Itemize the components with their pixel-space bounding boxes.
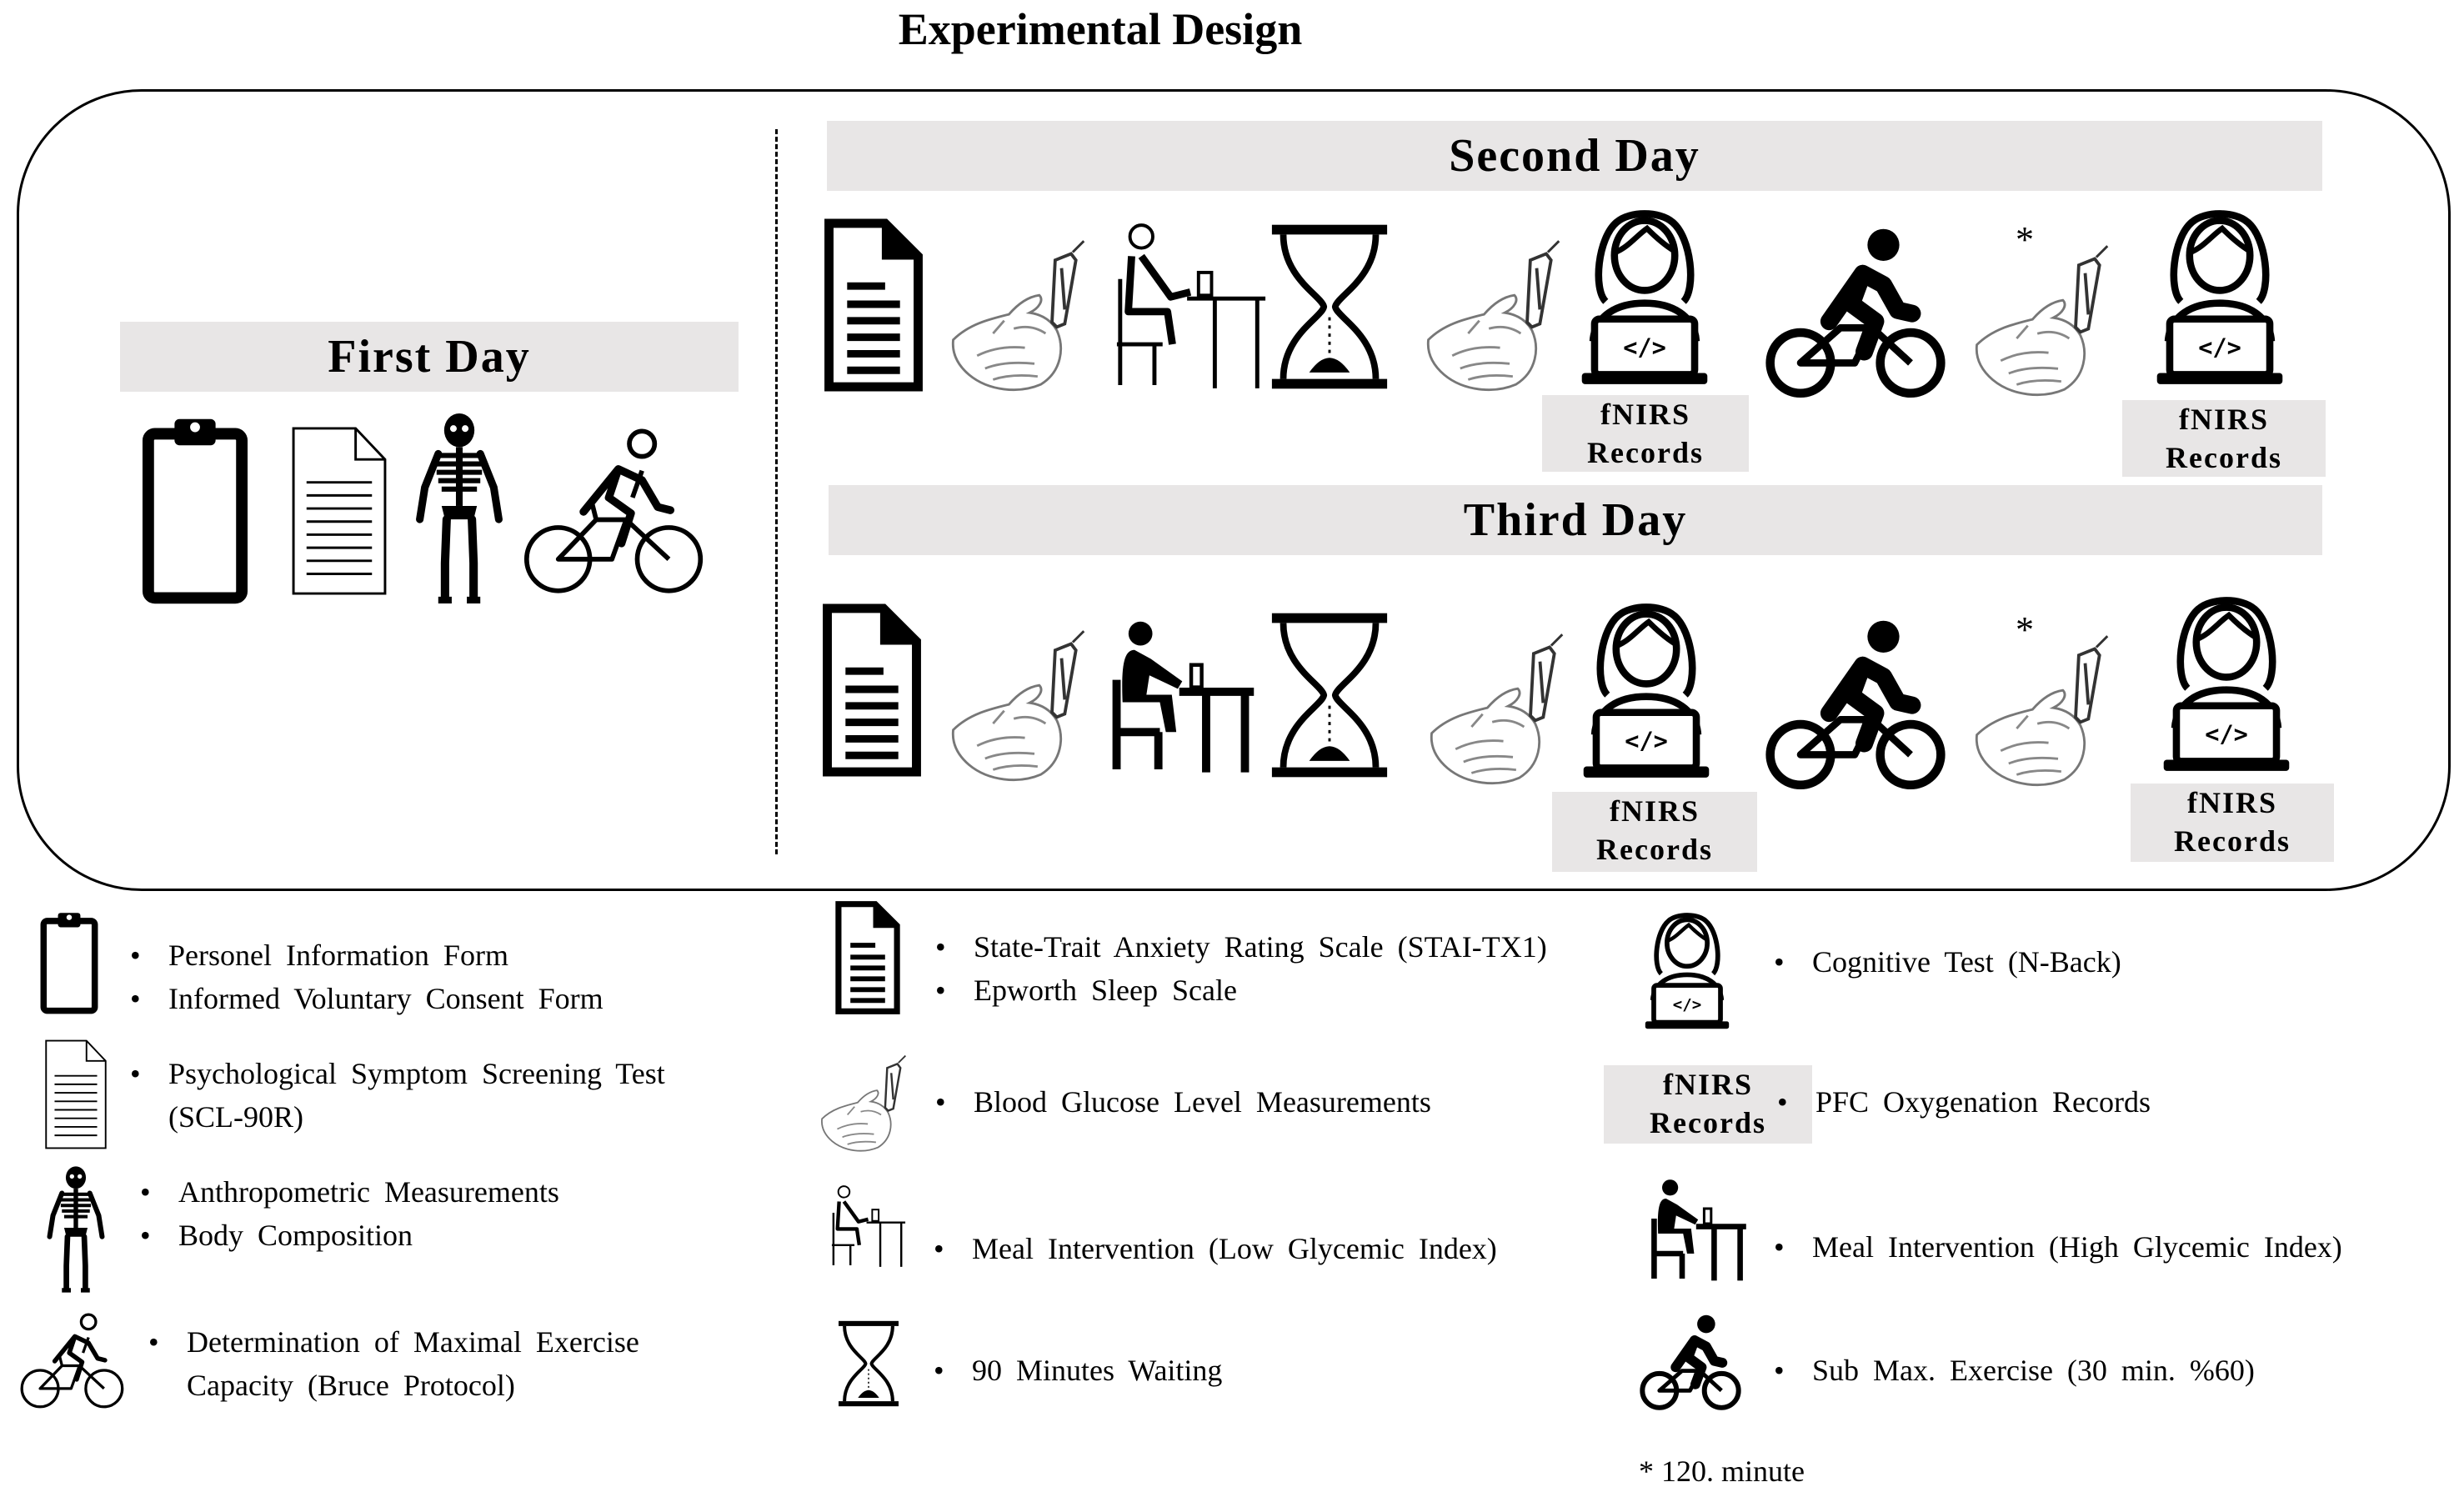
fnirs-records-tag [2122,400,2326,477]
fnirs-label-line2: Records [1596,833,1713,866]
legend-text: • Anthropometric Measurements [140,1170,559,1214]
coder-icon [1642,909,1732,1034]
legend-text: • Body Composition [140,1214,559,1257]
second-day-label: Second Day [1449,130,1700,182]
fnirs-label-line2: Records [2174,824,2291,858]
clipboard-icon [142,415,248,605]
third-day-label: Third Day [1463,494,1688,546]
glucose-icon [945,625,1089,787]
fnirs-label-line2: Records [1587,436,1704,469]
meal-filled-icon [1105,620,1264,777]
document-bold-icon [824,218,924,392]
second-day-banner [827,121,2322,191]
bicycle-outline-icon [523,423,705,600]
document-icon [43,1039,108,1150]
legend-document [130,1052,665,1139]
legend-text: • State-Trait Anxiety Rating Scale (STAI-TX1) [935,925,1547,969]
bicycle-filled-icon [1764,227,1947,403]
fnirs-label-line1: fNIRS [2178,403,2269,436]
fnirs-label-line1: fNIRS [1662,1068,1753,1101]
document-icon [290,425,388,597]
legend-bicycle [148,1320,639,1407]
skeleton-icon [43,1165,108,1294]
fnirs-records-tag [1552,792,1757,872]
fnirs-label-line1: fNIRS [1609,794,1700,828]
first-day-label: First Day [328,331,531,383]
coder-icon [2152,203,2287,392]
legend-cognitive [1774,940,2121,984]
glucose-icon [1969,630,2112,792]
legend-submax [1774,1349,2255,1392]
legend-text: • Cognitive Test (N-Back) [1774,940,2121,984]
legend-pfc [1777,1080,2151,1124]
legend-text: Capacity (Bruce Protocol) [187,1369,515,1402]
legend-skeleton [140,1170,559,1257]
glucose-icon [1969,240,2112,402]
legend-text: • Blood Glucose Level Measurements [935,1080,1431,1124]
legend-text: • PFC Oxygenation Records [1777,1080,2151,1124]
glucose-icon [1420,235,1564,397]
legend-text: • Psychological Symptom Screening Test [130,1052,665,1095]
legend-glucose [935,1080,1431,1124]
coder-icon [1577,203,1712,392]
fnirs-label-line2: Records [1650,1106,1766,1139]
glucose-icon [945,235,1089,397]
legend-text: • Meal Intervention (Low Glycemic Index) [934,1227,1497,1270]
day-divider [775,129,778,854]
star-marker: * [2016,219,2034,260]
star-marker: * [2016,609,2034,650]
document-bold-icon [835,900,900,1015]
glucose-icon [1424,628,1567,790]
bicycle-filled-icon [1764,618,1947,795]
hourglass-icon [1269,220,1390,393]
legend-meal-low [934,1227,1497,1270]
legend-text: • Personel Information Form [130,934,603,977]
legend-text: • Determination of Maximal Exercise [148,1320,639,1364]
document-bold-icon [822,603,922,777]
legend-text: • Informed Voluntary Consent Form [130,977,603,1020]
hourglass-icon [1269,608,1390,782]
bicycle-outline-icon [20,1307,125,1415]
meal-filled-icon [1650,1179,1749,1284]
page-title: Experimental Design [898,4,1303,54]
fnirs-label-line1: fNIRS [2186,786,2277,819]
skeleton-icon [412,412,507,605]
fnirs-label-line2: Records [2166,441,2282,474]
legend-text: • 90 Minutes Waiting [934,1349,1222,1392]
legend-document-bold [935,925,1547,1012]
third-day-banner [829,485,2322,555]
legend-waiting [934,1349,1222,1392]
fnirs-label-line1: fNIRS [1600,398,1690,431]
legend-meal-high [1774,1225,2342,1269]
meal-outline-icon [1114,222,1269,393]
hourglass-icon [837,1319,900,1409]
legend-text: • Epworth Sleep Scale [935,969,1547,1012]
legend-text: • Meal Intervention (High Glycemic Index) [1774,1225,2342,1269]
glucose-icon [817,1042,909,1165]
coder-icon [2159,590,2294,779]
legend-text: (SCL-90R) [168,1100,303,1134]
bicycle-filled-icon [1639,1314,1742,1414]
fnirs-records-tag [2131,784,2334,862]
first-day-banner [120,322,739,392]
legend-text: • Sub Max. Exercise (30 min. %60) [1774,1349,2255,1392]
footnote: * 120. minute [1639,1454,1805,1488]
fnirs-records-tag [1542,395,1749,472]
legend-clipboard [130,934,603,1020]
meal-outline-icon [830,1175,907,1279]
coder-icon [1579,597,1714,785]
clipboard-icon [40,909,98,1017]
